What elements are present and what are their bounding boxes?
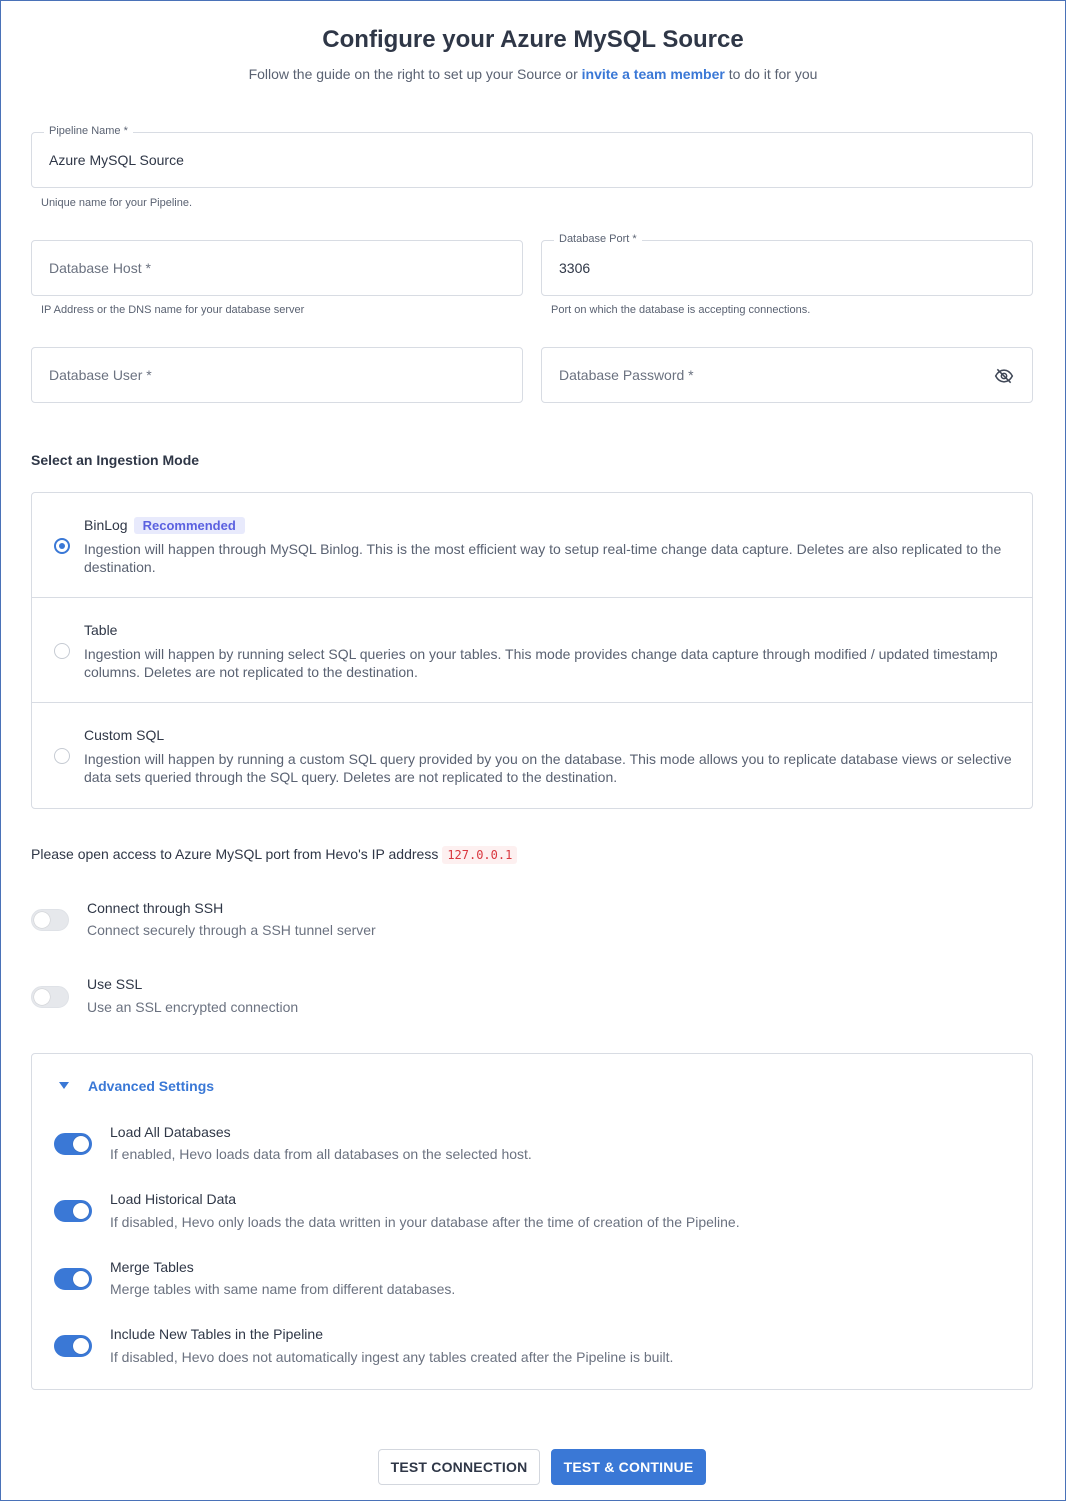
custom-sql-title: Custom SQL [84,727,165,743]
ssh-description: Connect securely through a SSH tunnel server [87,922,376,938]
ssh-toggle[interactable] [31,909,69,931]
pipeline-name-value[interactable]: Azure MySQL Source [49,152,184,168]
load-all-databases-toggle[interactable] [54,1133,92,1155]
ingestion-mode-heading: Select an Ingestion Mode [31,452,200,468]
include-new-tables-toggle[interactable] [54,1335,92,1357]
load-all-databases-description: If enabled, Hevo loads data from all databases on the selected host. [110,1146,532,1162]
ip-access-text: Please open access to Azure MySQL port from Hevo's IP address [31,846,439,862]
database-password-field[interactable] [541,347,1033,403]
caret-down-icon[interactable] [59,1082,69,1089]
ingestion-mode-group [31,492,1033,809]
pipeline-name-label: Pipeline Name * [44,125,133,137]
include-new-tables-title: Include New Tables in the Pipeline [110,1326,323,1342]
database-host-hint: IP Address or the DNS name for your database server [41,304,305,316]
binlog-label: BinLog [84,517,128,533]
database-user-field[interactable] [31,347,523,403]
page-title: Configure your Azure MySQL Source [322,26,744,53]
custom-sql-radio[interactable] [54,748,70,764]
ssl-toggle[interactable] [31,986,69,1008]
load-historical-data-title: Load Historical Data [110,1191,237,1207]
ssh-title: Connect through SSH [87,900,224,916]
database-port-field[interactable] [541,233,1033,296]
binlog-description: Ingestion will happen through MySQL Binlog. This is the most efficient way to setup real-time change data capture. Deletes are also replicated to the destination. [84,541,1002,575]
binlog-title [84,517,245,534]
ssl-description: Use an SSL encrypted connection [87,999,299,1015]
recommended-badge: Recommended [134,517,245,534]
mode-option-custom-sql[interactable] [32,703,1032,808]
database-host-placeholder: Database Host * [49,260,151,276]
load-historical-data-description: If disabled, Hevo only loads the data written in your database after the time of creation of the Pipeline. [110,1214,740,1230]
mode-option-table[interactable] [32,598,1032,703]
database-host-field[interactable] [31,240,523,296]
pipeline-name-hint: Unique name for your Pipeline. [41,197,193,209]
merge-tables-toggle[interactable] [54,1268,92,1290]
test-connection-button[interactable]: TEST CONNECTION [378,1449,540,1485]
subtitle-text-end: to do it for you [728,66,818,82]
mode-option-binlog[interactable] [32,493,1032,598]
database-user-placeholder: Database User * [49,367,152,383]
invite-team-member-link[interactable]: invite a team member [581,66,725,82]
custom-sql-description: Ingestion will happen by running a custom SQL query provided by you on the database. This mode allows you to replicate database views or selective data sets queried through the SQL query. Deletes are not replicated to the destination. [84,751,1012,785]
subtitle-text: Follow the guide on the right to set up your Source or [248,66,578,82]
binlog-radio[interactable] [54,538,70,554]
hevo-ip-address: 127.0.0.1 [442,846,517,864]
eye-off-icon[interactable] [994,366,1014,386]
load-historical-data-toggle[interactable] [54,1200,92,1222]
table-title: Table [84,622,118,638]
database-password-placeholder: Database Password * [559,367,694,383]
ssl-title: Use SSL [87,976,143,992]
ip-access-notice [31,846,517,864]
page-subtitle [0,66,1066,82]
merge-tables-description: Merge tables with same name from different databases. [110,1281,456,1297]
merge-tables-title: Merge Tables [110,1259,194,1275]
database-port-label: Database Port * [554,233,642,245]
database-port-value[interactable]: 3306 [559,260,591,276]
database-port-hint: Port on which the database is accepting connections. [551,304,811,316]
load-all-databases-title: Load All Databases [110,1124,231,1140]
include-new-tables-description: If disabled, Hevo does not automatically ingest any tables created after the Pipeline is built. [110,1349,674,1365]
table-description: Ingestion will happen by running select SQL queries on your tables. This mode provides change data capture through modified / updated timestamp columns. Deletes are not replicated to the destination. [84,646,998,680]
table-radio[interactable] [54,643,70,659]
test-and-continue-button[interactable]: TEST & CONTINUE [551,1449,706,1485]
pipeline-name-field[interactable] [31,125,1033,188]
advanced-settings-toggle[interactable]: Advanced Settings [88,1078,215,1094]
